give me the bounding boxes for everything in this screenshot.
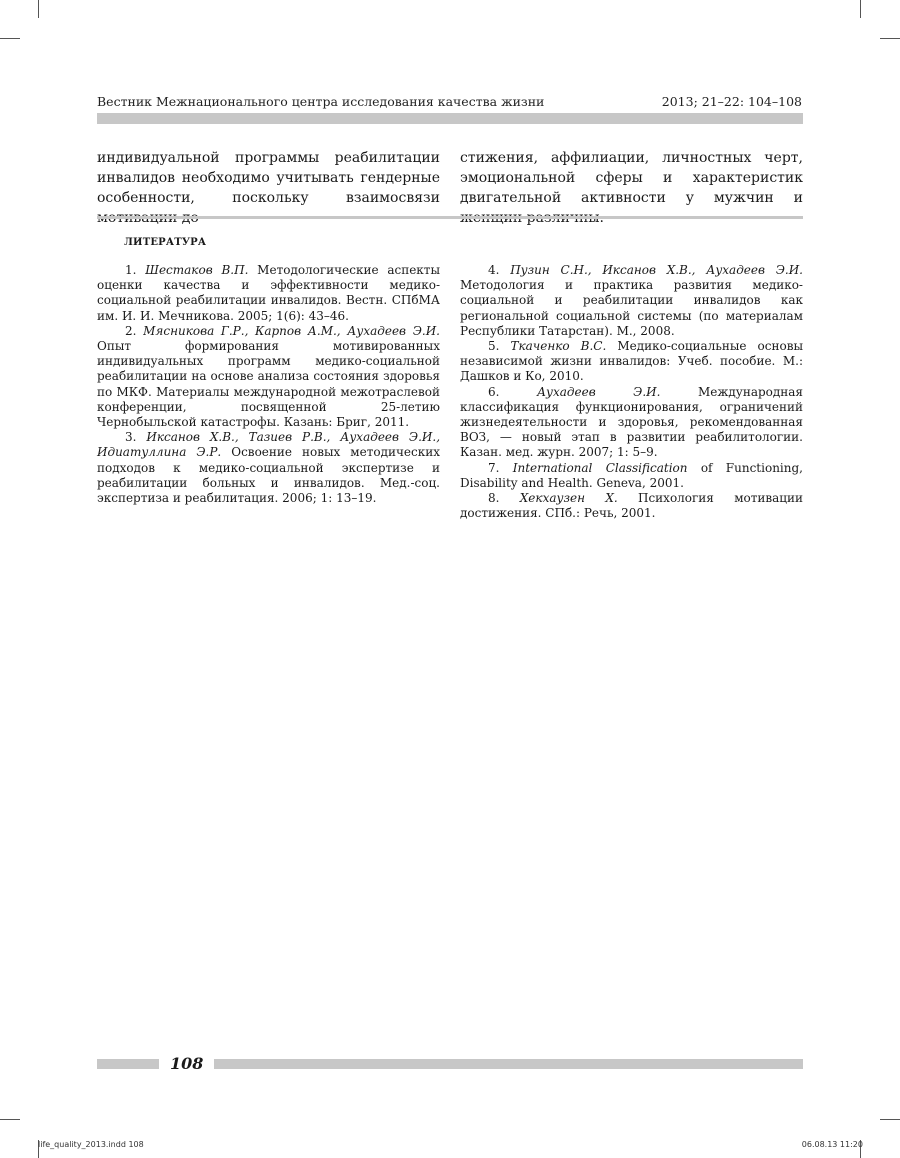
- page-number: 108: [170, 1054, 204, 1073]
- reference-item: 1. Шестаков В.П. Методологические аспекты оценки качества и эффективности медико-социальной реабилитации инвалидов. Вестн. СПбМА им. И. И. Мечникова. 2005; 1(6): 43–46.: [97, 263, 440, 323]
- footer-rule-left: [97, 1059, 159, 1069]
- reference-authors: Аухадеев Э.И.: [536, 384, 661, 399]
- reference-authors: Иксанов Х.В., Тазиев Р.В., Аухадеев Э.И., Идиатуллина Э.Р.: [97, 430, 441, 460]
- print-slug-file: life_quality_2013.indd 108: [38, 1140, 144, 1149]
- reference-authors: Шестаков В.П.: [145, 263, 249, 277]
- body-text-right: стижения, аффилиации, личностных черт, эмоциональной сферы и характеристик двигательной активности у мужчин и: [460, 150, 803, 206]
- reference-item: 4. Пузин С.Н., Иксанов Х.В., Аухадеев Э.И. Методология и практика развития медико-социальной и реабилитации инвалидов как региональной социальной системы (по материалам Республики Татарстан). М., 2008.: [460, 263, 803, 338]
- reference-authors: Хекхаузен Х.: [519, 491, 618, 506]
- reference-authors: Пузин С.Н., Иксанов Х.В., Аухадеев Э.И.: [510, 263, 803, 277]
- references-column-right: [460, 263, 803, 521]
- reference-item: 2. Мясникова Г.Р., Карпов А.М., Аухадеев Э.И. Опыт формирования мотивированных индивидуальных программ медико-социальной реабилитации на основе анализа состояния здоровья по МКФ. Материалы международной межотраслевой конференции, посвященной 25-летию Чернобыльской катастрофы. Казань: Бриг, 2011.: [97, 323, 440, 430]
- reference-item: 3. Иксанов Х.В., Тазиев Р.В., Аухадеев Э.И., Идиатуллина Э.Р. Освоение новых методических подходов к медико-социальной экспертизе и реабилитации больных и инвалидов. Мед.-соц. экспертиза и реабилитация. 2006; 1: 13–19.: [97, 430, 441, 506]
- references-heading: ЛИТЕРАТУРА: [124, 237, 207, 248]
- crop-mark: [880, 38, 900, 39]
- reference-authors: International Classification: [512, 460, 688, 475]
- section-divider: [97, 216, 803, 219]
- reference-item: 6. Аухадеев Э.И. Международная классификация функционирования, ограничений жизнедеятельности и здоровья, рекомендованная ВОЗ, — новый этап в развитии реабилитологии. Казан. мед. журн. 2007; 1: 5–9.: [460, 384, 803, 460]
- issue-citation: 2013; 21–22: 104–108: [661, 94, 802, 109]
- crop-mark: [0, 38, 20, 39]
- crop-mark: [880, 1119, 900, 1120]
- crop-mark: [860, 0, 861, 18]
- references-column-left: [97, 263, 440, 506]
- crop-mark: [0, 1119, 20, 1120]
- journal-title: Вестник Межнационального центра исследования качества жизни: [97, 94, 545, 109]
- reference-item: 5. Ткаченко В.С. Медико-социальные основы независимой жизни инвалидов: Учеб. пособие. М.: Дашков и Ко, 2010.: [460, 339, 803, 384]
- reference-item: 7. International Classification of Functioning, Disability and Health. Geneva, 2001.: [460, 460, 803, 490]
- header-rule: [97, 113, 803, 124]
- reference-authors: Ткаченко В.С.: [510, 339, 607, 354]
- footer-rule-right: [214, 1059, 803, 1069]
- reference-authors: Мясникова Г.Р., Карпов А.М., Аухадеев Э.И.: [143, 323, 440, 338]
- reference-item: 8. Хекхаузен Х. Психология мотивации достижения. СПб.: Речь, 2001.: [460, 491, 804, 521]
- print-slug-date: 06.08.13 11:20: [801, 1140, 863, 1149]
- body-text-left: индивидуальной программы реабилитации инвалидов необходимо учитывать гендерные особенности, поскольку взаимосвязи: [97, 150, 440, 206]
- crop-mark: [38, 0, 39, 18]
